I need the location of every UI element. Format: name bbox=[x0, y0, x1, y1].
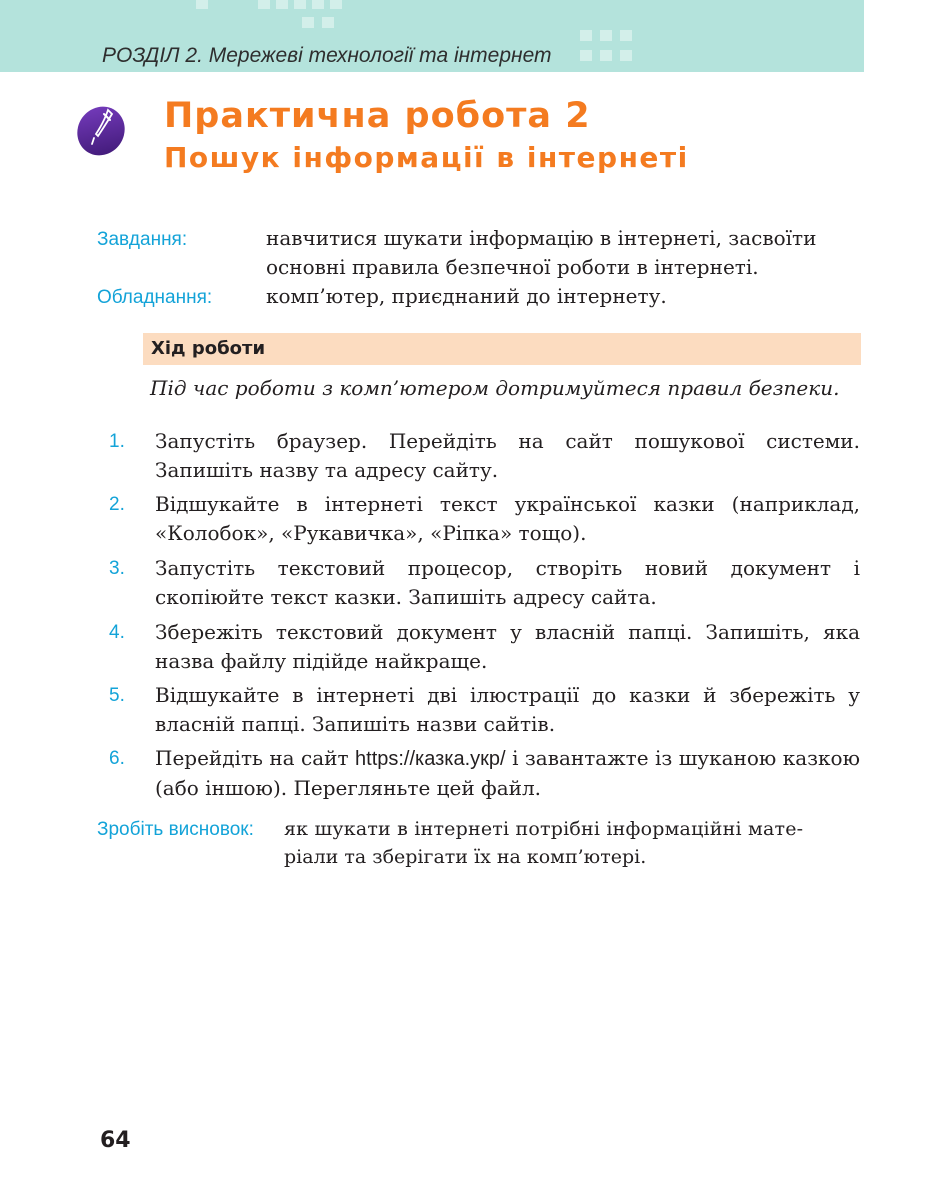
work-subtitle: Пошук інформації в інтернеті bbox=[164, 141, 689, 174]
equipment-text: комп’ютер, приєднаний до інтернету. bbox=[266, 284, 667, 308]
decorative-square bbox=[312, 0, 324, 9]
fairy-tale-site-url: https://казка.укр/ bbox=[355, 748, 506, 770]
work-title: Практична робота 2 bbox=[164, 96, 591, 136]
computer-mouse-icon bbox=[74, 100, 130, 160]
task-label: Завдання: bbox=[97, 229, 188, 250]
equipment-label: Обладнання: bbox=[97, 287, 213, 308]
decorative-square bbox=[196, 0, 208, 9]
step-number: 1. bbox=[109, 431, 125, 452]
decorative-square bbox=[580, 50, 592, 61]
decorative-square bbox=[600, 30, 612, 41]
decorative-square bbox=[620, 30, 632, 41]
step-text-before-url: Перейдіть на сайт bbox=[155, 746, 349, 770]
conclusion-text-line2: ріали та зберігати їх на комп’ютері. bbox=[284, 846, 647, 868]
conclusion-label: Зробіть висновок: bbox=[97, 819, 254, 840]
step-number: 6. bbox=[109, 748, 125, 769]
task-text-line1: навчитися шукати інформацію в інтернеті, засвоїти bbox=[266, 226, 817, 250]
conclusion-text-line1: як шукати в інтернеті потрібні інформаційні мате- bbox=[284, 818, 804, 840]
chapter-title: РОЗДІЛ 2. Мережеві технології та інтернет bbox=[102, 44, 552, 67]
step-text-after-url: і завантажте із шуканою казкою (або іншою). Перегляньте цей файл. bbox=[155, 746, 861, 800]
decorative-square bbox=[620, 50, 632, 61]
page-number: 64 bbox=[100, 1128, 131, 1153]
decorative-square bbox=[294, 0, 306, 9]
decorative-square bbox=[258, 0, 270, 9]
decorative-square bbox=[600, 50, 612, 61]
step-text: Відшукайте в інтернеті дві ілюстрації до казки й збережіть у власній папці. Запишіть назви сайтів. bbox=[155, 683, 860, 736]
step-text: Відшукайте в інтернеті текст української казки (наприклад, «Колобок», «Рукавичка», «Ріпка» тощо). bbox=[155, 492, 860, 545]
decorative-square bbox=[322, 17, 334, 28]
step-number: 2. bbox=[109, 494, 125, 515]
decorative-square bbox=[302, 17, 314, 28]
safety-note: Під час роботи з комп’ютером дотримуйтеся правил безпеки. bbox=[150, 376, 840, 400]
progress-title: Хід роботи bbox=[151, 338, 266, 359]
step-text: Збережіть текстовий документ у власній папці. Запишіть, яка назва файлу підійде найкраще. bbox=[155, 620, 860, 673]
step-number: 4. bbox=[109, 622, 125, 643]
progress-header-bar bbox=[143, 333, 861, 365]
task-text-line2: основні правила безпечної роботи в інтернеті. bbox=[266, 255, 759, 279]
step-text: Запустіть текстовий процесор, створіть новий документ і скопіюйте текст казки. Запишіть адресу сайта. bbox=[155, 556, 860, 609]
decorative-square bbox=[276, 0, 288, 9]
step-number: 5. bbox=[109, 685, 125, 706]
step-text bbox=[155, 744, 860, 803]
step-number: 3. bbox=[109, 558, 125, 579]
step-text: Запустіть браузер. Перейдіть на сайт пошукової системи. Запишіть назву та адресу сайту. bbox=[155, 429, 860, 482]
decorative-square bbox=[580, 30, 592, 41]
decorative-square bbox=[330, 0, 342, 9]
